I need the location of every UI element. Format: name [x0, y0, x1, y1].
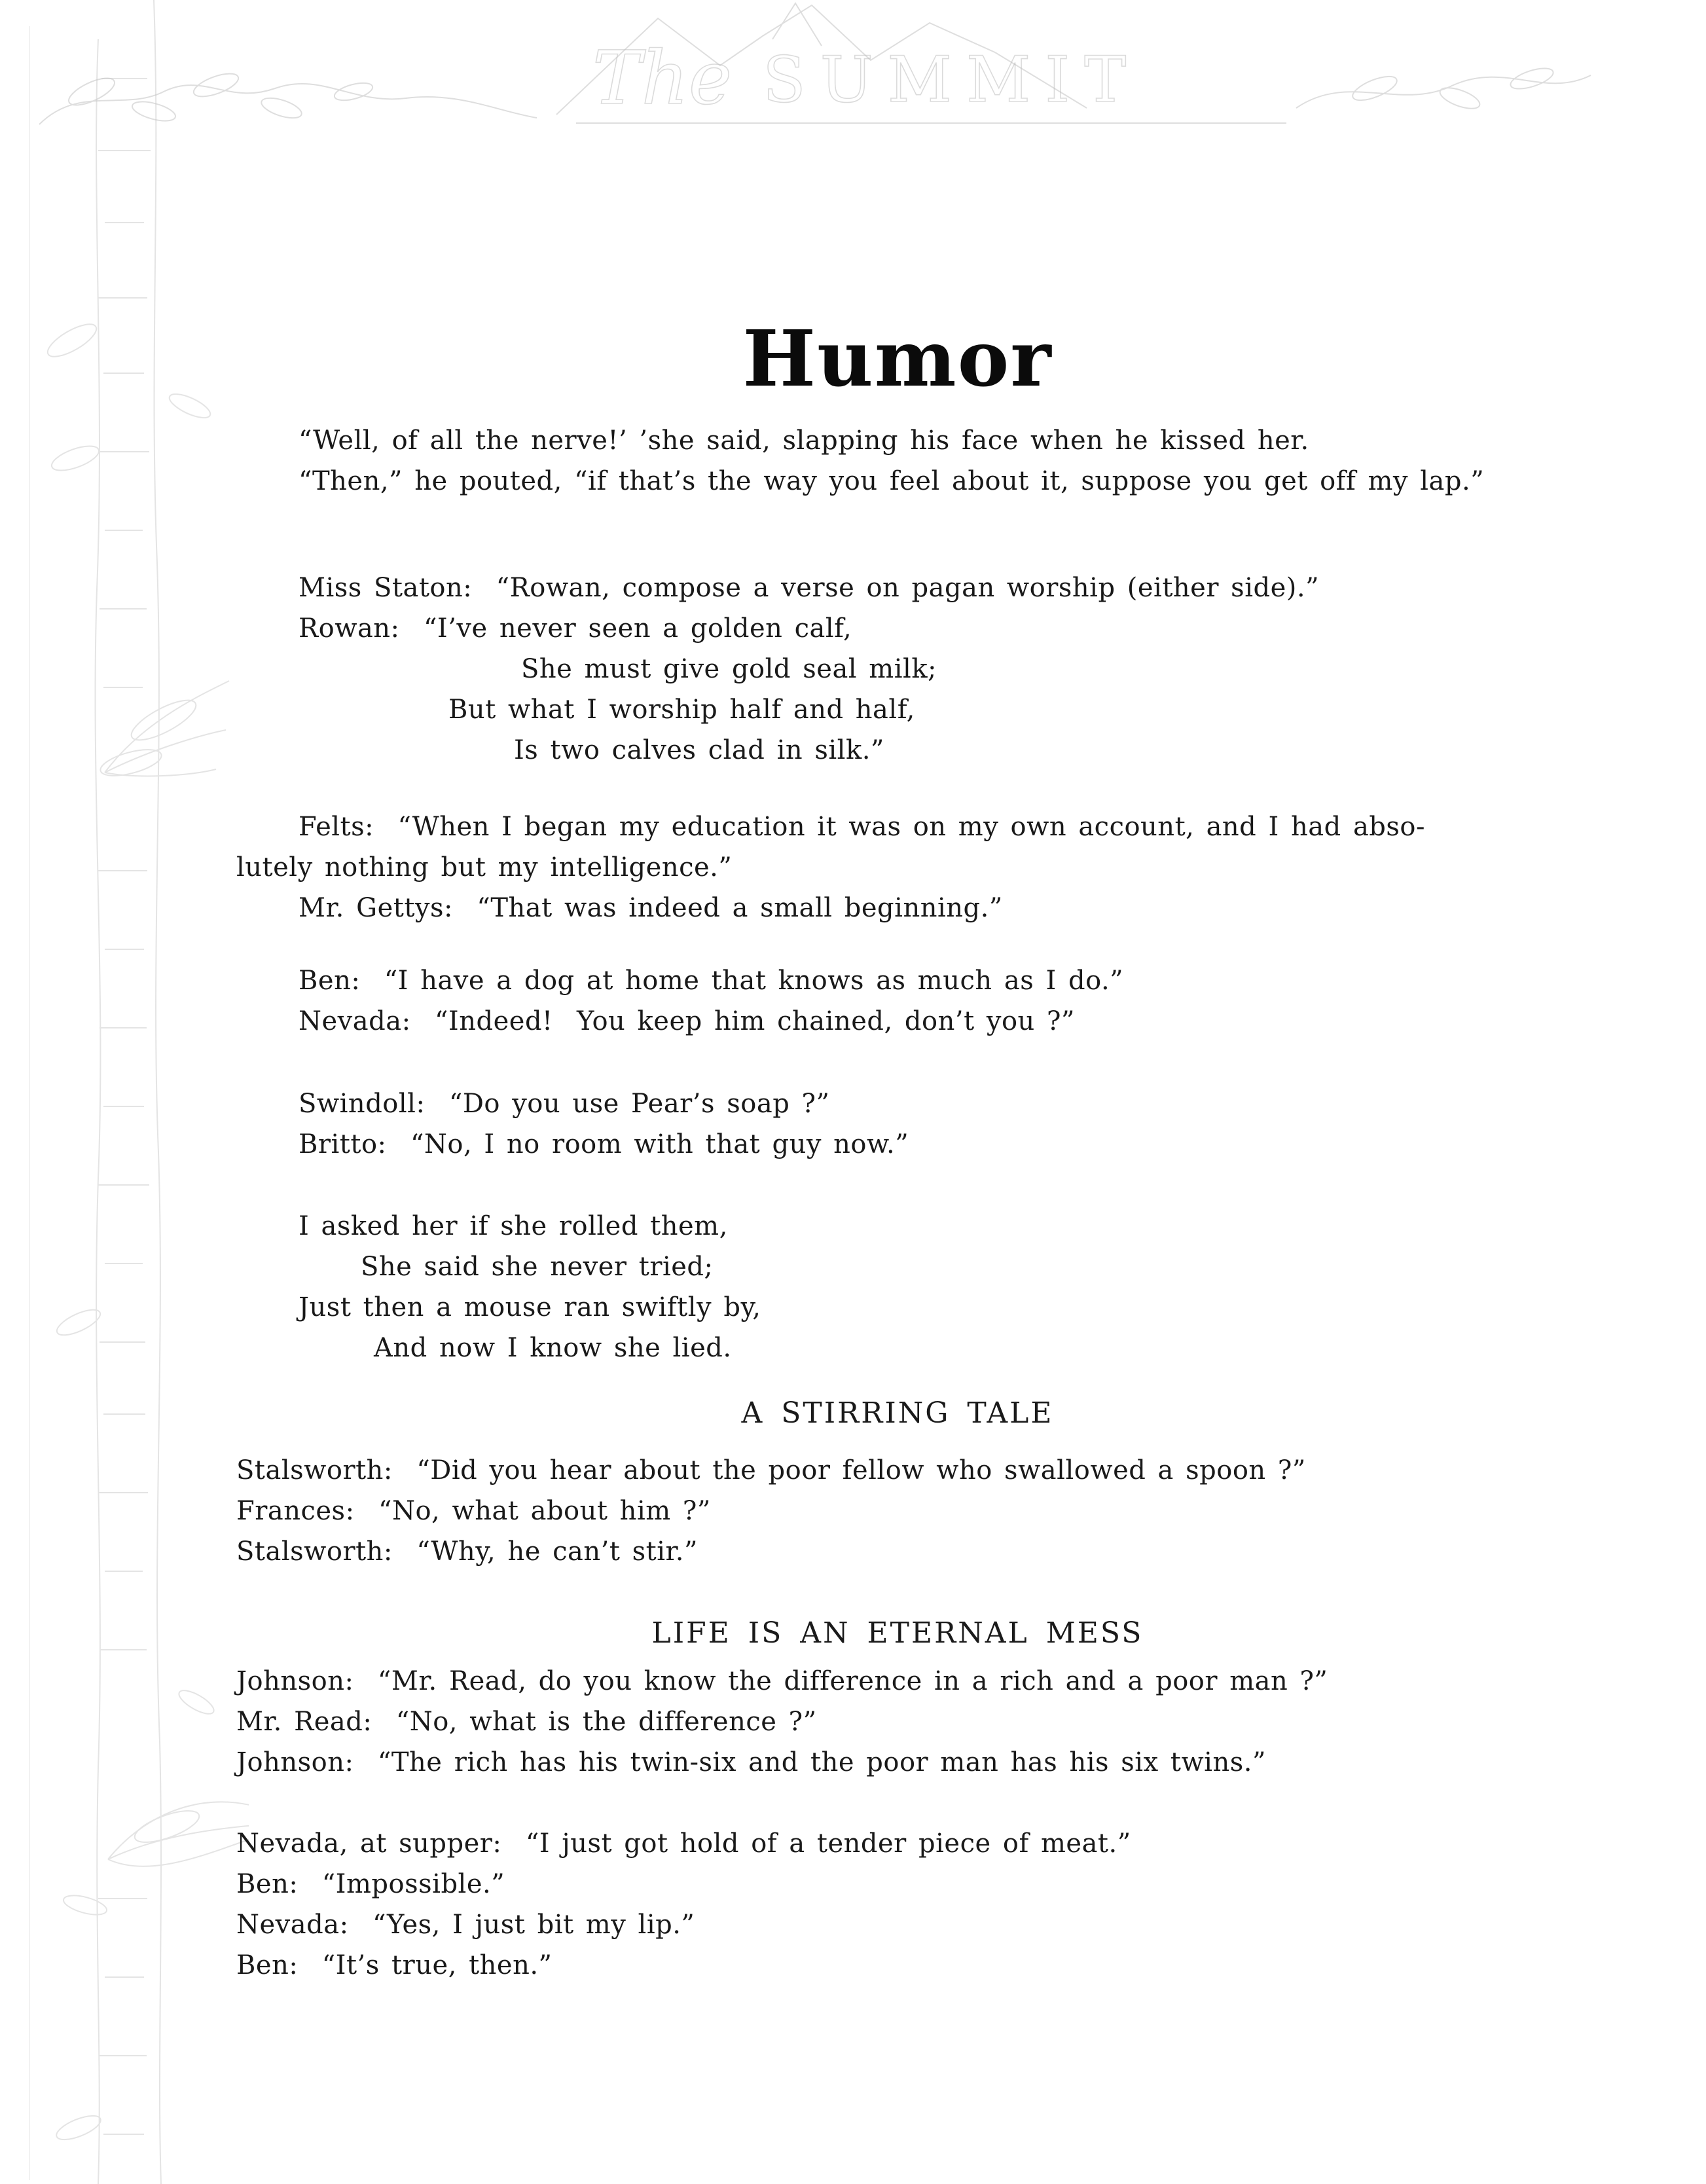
- joke-line: Ben: “It’s true, then.”: [236, 1950, 553, 1980]
- joke-group-kiss: [236, 420, 1493, 501]
- joke-line: Ben: “Impossible.”: [236, 1869, 505, 1899]
- verse-line: But what I worship half and half,: [448, 695, 915, 725]
- poem-line: I asked her if she rolled them,: [299, 1211, 728, 1241]
- joke-group-stirring-tale: [236, 1450, 1493, 1572]
- garland-leaf: [1508, 64, 1555, 93]
- joke-line: Swindoll: “Do you use Pear’s soap ?”: [299, 1089, 830, 1119]
- text-column: [236, 0, 1493, 1986]
- joke-line: Nevada, at supper: “I just got hold of a tender piece of meat.”: [236, 1829, 1131, 1859]
- joke-line: Felts: “When I began my education it was on my own account, and I had abso-: [299, 812, 1426, 842]
- masthead-caps-text: SUMMIT: [763, 43, 1141, 117]
- joke-group-pagan-worship: [236, 568, 1493, 771]
- joke-line: “Well, of all the nerve!’ ’she said, slapping his face when he kissed her.: [299, 426, 1309, 456]
- vine-leaf: [49, 441, 102, 475]
- joke-group-supper: [236, 1823, 1493, 1986]
- joke-group-dog: [236, 960, 1493, 1042]
- vine-leaf: [43, 318, 101, 363]
- joke-group-soap: [236, 1083, 1493, 1165]
- poem-line: She said she never tried;: [361, 1252, 714, 1282]
- masthead-script-text: The: [592, 36, 733, 121]
- joke-line: Nevada: “Yes, I just bit my lip.”: [236, 1910, 695, 1940]
- joke-line: Mr. Read: “No, what is the difference ?”: [236, 1707, 817, 1737]
- joke-line: Johnson: “Mr. Read, do you know the difference in a rich and a poor man ?”: [236, 1666, 1328, 1696]
- verse-line: She must give gold seal milk;: [521, 654, 937, 684]
- section-heading-stirring-tale: A STIRRING TALE: [741, 1396, 1054, 1430]
- vine-leaf: [131, 1804, 202, 1849]
- joke-line: lutely nothing but my intelligence.”: [236, 852, 733, 883]
- joke-line: Britto: “No, I no room with that guy now.”: [299, 1129, 909, 1159]
- poem-line: Just then a mouse ran swiftly by,: [299, 1292, 761, 1322]
- joke-line: Ben: “I have a dog at home that knows as much as I do.”: [299, 966, 1124, 996]
- left-edge-decoration: [0, 0, 249, 2184]
- joke-line: Miss Staton: “Rowan, compose a verse on pagan worship (either side).”: [299, 573, 1320, 603]
- vine-leaf: [176, 1686, 217, 1718]
- leaf-spray-upper: [105, 681, 229, 776]
- verse-line: Is two calves clad in silk.”: [514, 735, 884, 765]
- vine-stem-right: [154, 0, 161, 2184]
- page-edge-line: [29, 26, 30, 2180]
- joke-line: Frances: “No, what about him ?”: [236, 1496, 711, 1526]
- vine-leaf: [54, 2111, 103, 2144]
- joke-line: Mr. Gettys: “That was indeed a small beginning.”: [299, 893, 1003, 923]
- vine-leaf: [166, 390, 213, 422]
- joke-group-education: [236, 807, 1493, 928]
- joke-line: Rowan: “I’ve never seen a golden calf,: [299, 613, 852, 644]
- vine-leaf: [62, 1892, 109, 1919]
- page-title: Humor: [742, 313, 1053, 404]
- joke-line: Johnson: “The rich has his twin-six and the poor man has his six twins.”: [236, 1747, 1266, 1777]
- joke-group-eternal-mess: [236, 1661, 1493, 1783]
- section-heading-eternal-mess: LIFE IS AN ETERNAL MESS: [651, 1616, 1144, 1650]
- poem-line: And now I know she lied.: [374, 1333, 732, 1363]
- vine-stem-left: [95, 39, 100, 2184]
- poem-group: [236, 1206, 1493, 1368]
- joke-line: Nevada: “Indeed! You keep him chained, don’t you ?”: [299, 1006, 1075, 1036]
- joke-line: Stalsworth: “Did you hear about the poor fellow who swallowed a spoon ?”: [236, 1455, 1306, 1485]
- joke-line: Stalsworth: “Why, he can’t stir.”: [236, 1537, 698, 1567]
- joke-line: “Then,” he pouted, “if that’s the way you feel about it, suppose you get off my lap.”: [299, 466, 1485, 496]
